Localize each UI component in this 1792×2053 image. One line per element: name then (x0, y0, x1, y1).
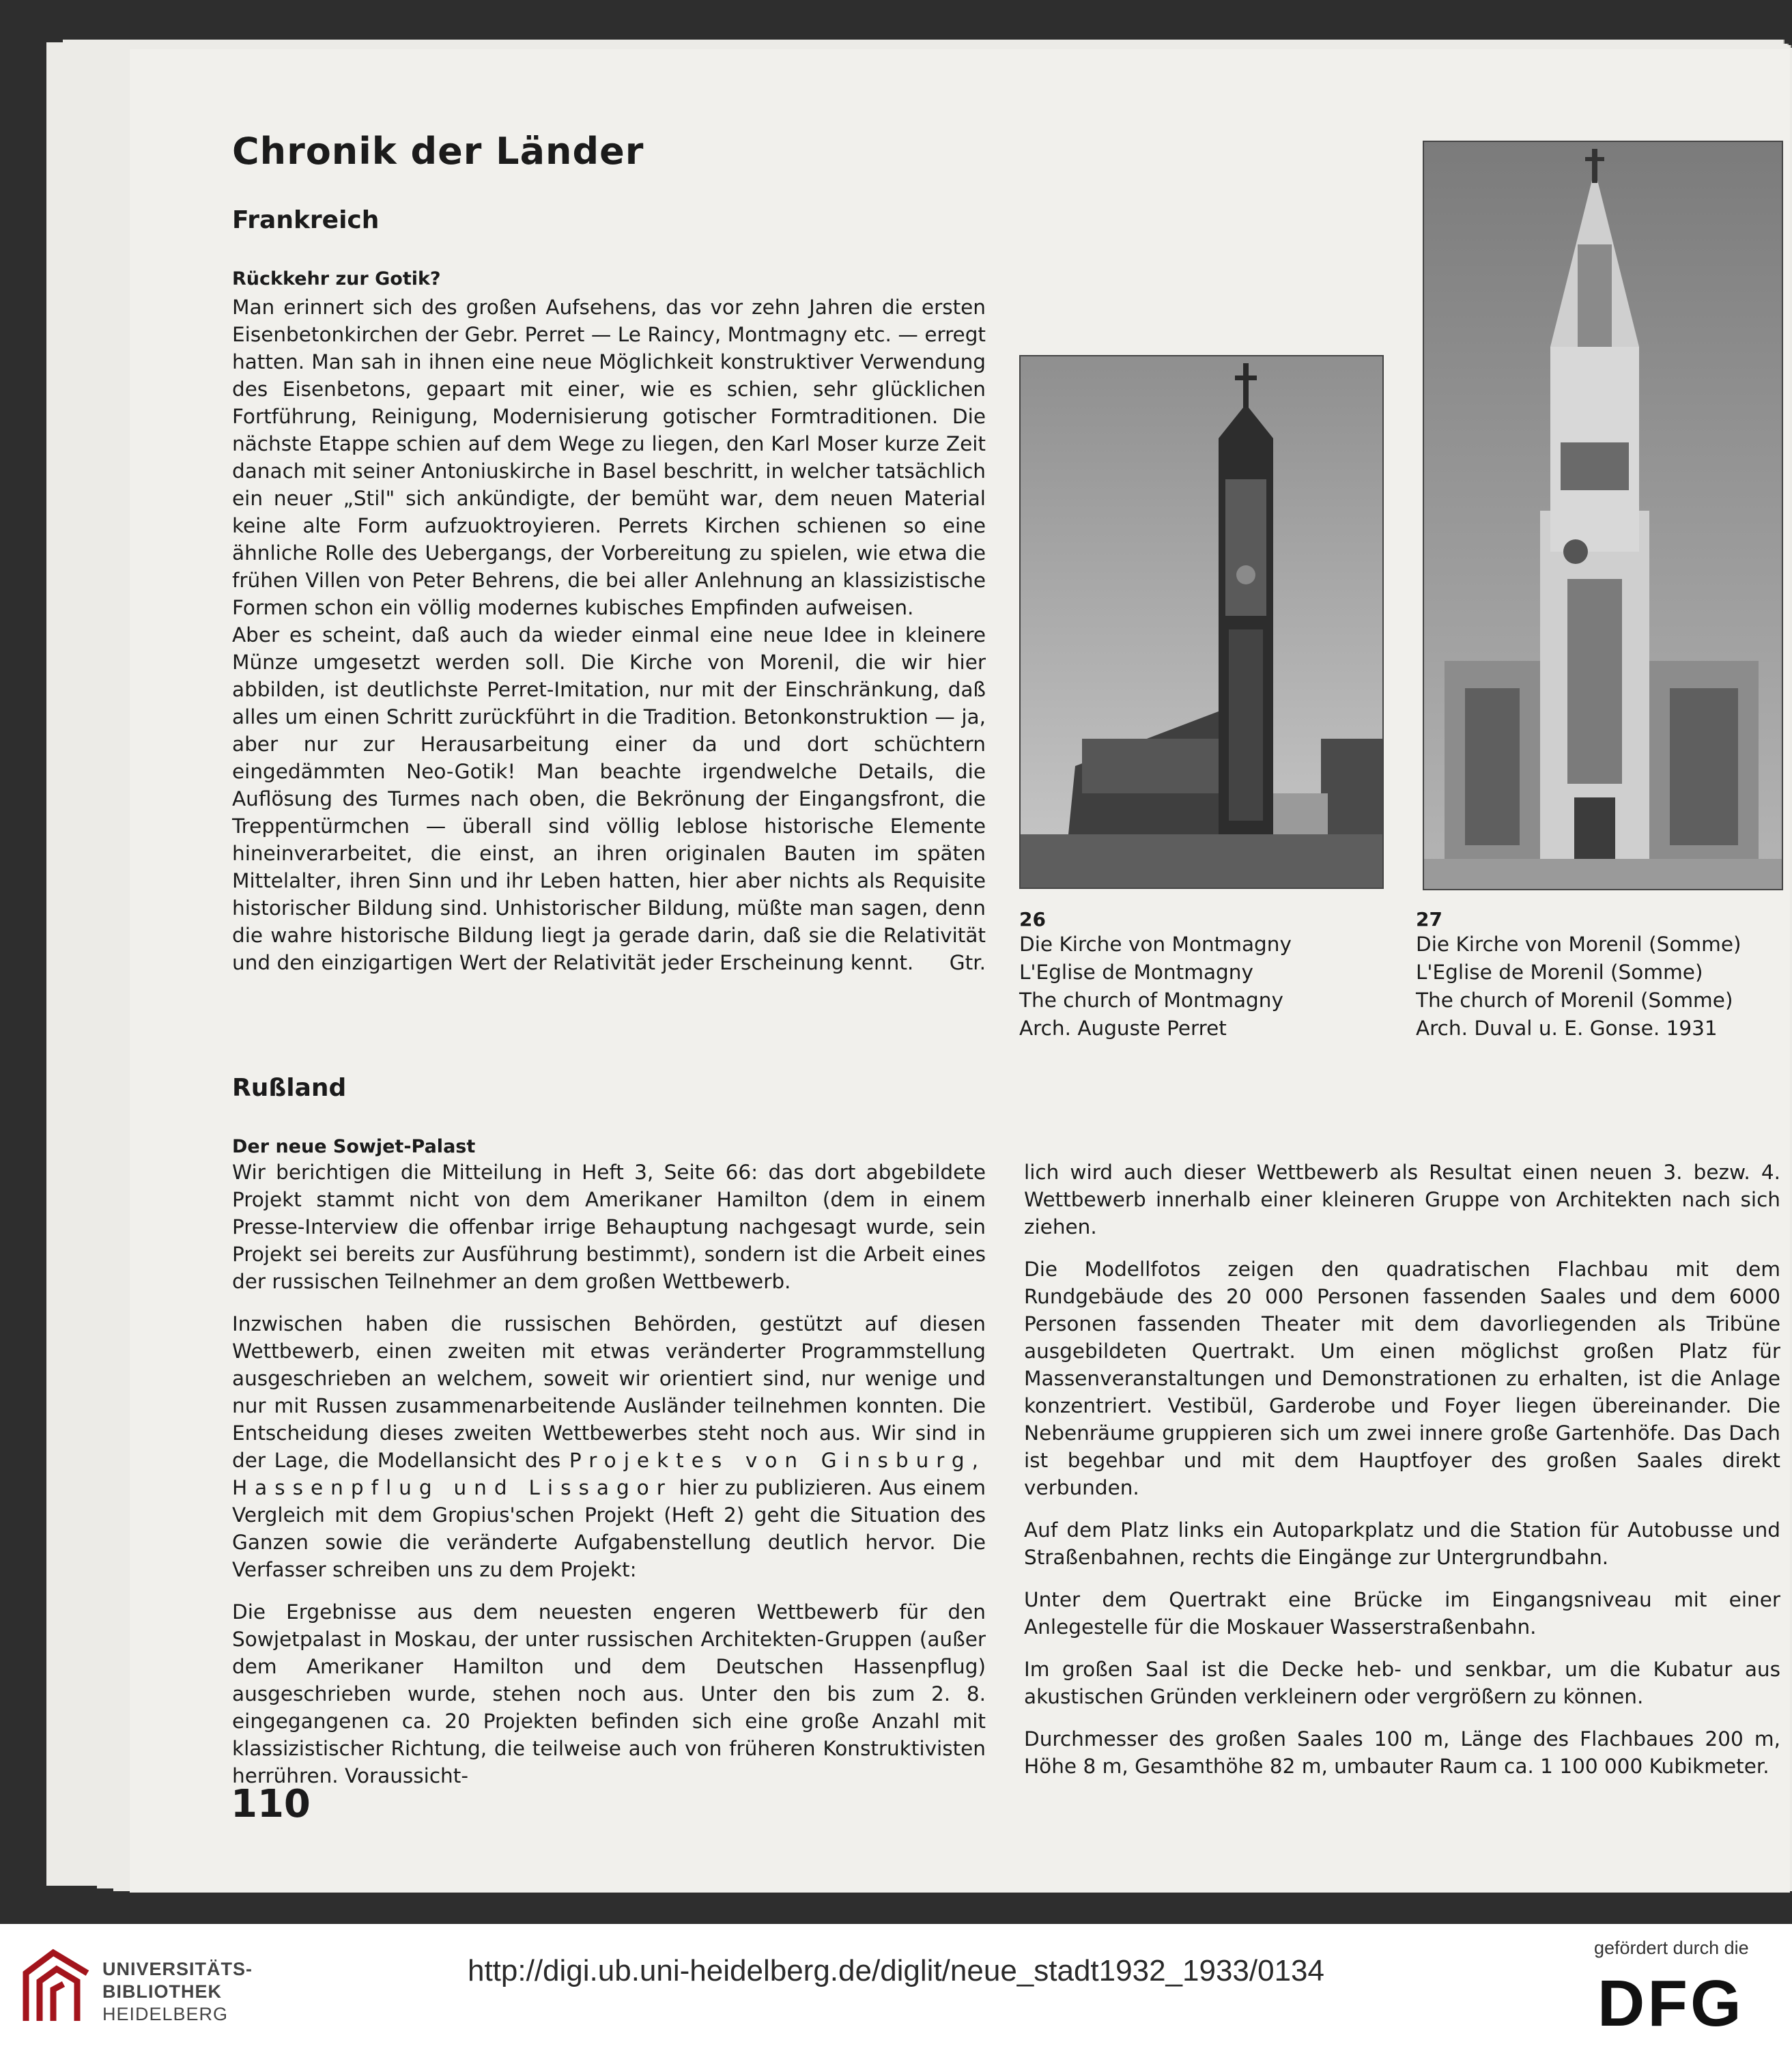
section-heading-russia: Rußland (232, 1074, 347, 1102)
funded-by-text: gefördert durch die (1594, 1938, 1749, 1958)
page-title: Chronik der Länder (232, 130, 644, 173)
paragraph: Auf dem Platz links ein Autoparkplatz und die Station für Autobusse und Straßenbahnen, rechts die Eingänge zur Untergrundbahn. (1024, 1518, 1780, 1569)
paragraph (232, 621, 986, 976)
paragraph: Im großen Saal ist die Decke heb- und senkbar, um die Kubatur aus akustischen Gründen verkleinern oder vergrößern zu können. (1024, 1658, 1780, 1708)
paragraph (232, 1310, 986, 1583)
library-name-line: UNIVERSITÄTS- (102, 1959, 253, 1979)
viewer-footer (0, 1924, 1792, 2053)
figure-caption-27 (1416, 908, 1741, 1043)
caption-line: Arch. Auguste Perret (1019, 1017, 1227, 1040)
permalink-url[interactable]: http://digi.ub.uni-heidelberg.de/diglit/neue_stadt1932_1933/0134 (467, 1954, 1324, 1987)
caption-line: Die Kirche von Montmagny (1019, 933, 1292, 956)
figure-number: 27 (1416, 908, 1442, 931)
caption-line: L'Eglise de Morenil (Somme) (1416, 961, 1703, 984)
paragraph-text: hier zu publizieren. Aus einem Vergleich mit dem Gropius'schen Projekt (Heft 2) geht die Situation des Ganzen sowie die veränderte Aufgabenstellung deutlich hervor. Die Verfasser schreiben uns zu dem Projekt: (232, 1476, 986, 1581)
spaced-project-name: Projektes von Ginsburg, Hassenpflug und Lissagor (232, 1449, 986, 1499)
paragraph: Die Ergebnisse aus dem neuesten engeren Wettbewerb für den Sowjetpalast in Moskau, der unter russischen Architekten-Gruppen (außer dem Amerikaner Hamilton und dem Deutschen Hassenpflug) ausgeschrieben wurde, stehen noch aus. Unter den bis zum 2. 8. eingegangenen ca. 20 Projekten befinden sich eine große Anzahl mit klassizistischer Richtung, die teilweise auch von früheren Konstruktivisten herrühren. Voraussicht- (232, 1600, 986, 1787)
caption-line: The church of Montmagny (1019, 989, 1283, 1012)
caption-line: The church of Morenil (Somme) (1416, 989, 1733, 1012)
page-number: 110 (231, 1782, 311, 1826)
article-russia-right (1024, 1159, 1780, 1795)
paragraph-text: Aber es scheint, daß auch da wieder einmal eine neue Idee in kleinere Münze umgesetzt werden soll. Die Kirche von Morenil, die wir hier abbilden, ist deutlichste Perret-Imitation, nur mit der Einschränkung, daß alles um einen Schritt zurückführt in die Tradition. Betonkonstruktion — ja, aber nur zur Herausarbeitung einer da und dort schüchtern eingedämmten Neo-Gotik! Man beachte irgendwelche Details, die Auflösung des Turmes nach oben, die Bekrönung der Eingangsfront, die Treppentürmchen — überall sind völlig leblose historische Elemente hineinverarbeitet, die einst, an ihren originalen Bauten im späten Mittelalter, ihren Sinn und ihr Leben hatten, hier aber nichts als Requisite historischer Bildung sind. Unhistorischer Bildung, müßte man sagen, denn die wahre historische Bildung liegt ja gerade darin, daß sie die Relativität und den einzigartigen Wert der Relativität jeder Erscheinung kennt. (232, 623, 986, 974)
paragraph: Wir berichtigen die Mitteilung in Heft 3, Seite 66: das dort abgebildete Projekt stammt nicht von dem Amerikaner Hamilton (dem in einem Presse-Interview die offenbar irrige Behauptung nachgesagt wurde, sein Projekt sei bereits zur Ausführung bestimmt), sondern ist die Arbeit eines der russischen Teilnehmer an dem großen Wettbewerb. (232, 1161, 986, 1293)
article-russia-left (232, 1159, 986, 1804)
photo-church-montmagny-image (1021, 356, 1382, 888)
paragraph-text: Inzwischen haben die russischen Behörden, gestützt auf diesen Wettbewerb, einen zweiten mit etwas veränderter Programmstellung ausgeschrieben an welchem, soweit wir orientiert sind, nur wenige und nur mit Russen zusammenarbeitende Ausländer teilnehmen konnten. Die Entscheidung dieses zweiten Wettbewerbes steht noch aus. Wir sind in der Lage, die Modellansicht des (232, 1312, 986, 1472)
caption-line: Arch. Duval u. E. Gonse. 1931 (1416, 1017, 1718, 1040)
article-france (232, 294, 986, 976)
photo-church-montmagny (1019, 355, 1384, 889)
paragraph: Die Modellfotos zeigen den quadratischen Flachbau mit dem Rundgebäude des 20 000 Personen fassenden Saales und dem 6000 Personen fassenden Theater mit dem davorliegenden als Tribüne ausgebildeten Quertrakt. Um einen möglichst großen Platz für Massenveranstaltungen und Demonstrationen zu erhalten, ist die Anlage konzentriert. Vestibül, Garderobe und Foyer liegen übereinander. Die Nebenräume gruppieren sich um zwei innere große Gartenhöfe. Das Dach ist begehbar und mit dem Hauptfoyer des großen Saales direkt verbunden. (1024, 1258, 1780, 1499)
caption-line: Die Kirche von Morenil (Somme) (1416, 933, 1741, 956)
subheading-russia: Der neue Sowjet-Palast (232, 1136, 476, 1157)
subheading-france: Rückkehr zur Gotik? (232, 268, 441, 289)
caption-line: L'Eglise de Montmagny (1019, 961, 1253, 984)
paragraph: Man erinnert sich des großen Aufsehens, das vor zehn Jahren die ersten Eisenbetonkirchen der Gebr. Perret — Le Raincy, Montmagny etc. — erregt hatten. Man sah in ihnen eine neue Möglichkeit konstruktiver Verwendung des Eisenbetons, gepaart mit einer, wie es schien, sehr glücklichen Fortführung, Reinigung, Modernisierung gotischer Formtraditionen. Die nächste Etappe schien auf dem Wege zu liegen, den Karl Moser kurze Zeit danach mit seiner Antoniuskirche in Basel beschritt, in welcher tatsächlich ein neuer „Stil" sich ankündigte, der bemüht war, dem neuen Material keine alte Form aufzuoktroyieren. Perrets Kirchen schienen so eine ähnliche Rolle des Uebergangs, der Vorbereitung zu spielen, wie etwa die frühen Villen von Peter Behrens, die bei aller Anlehnung an klassizistische Formen schon ein völlig modernes kubisches Empfinden aufweisen. (232, 296, 986, 619)
paragraph: lich wird auch dieser Wettbewerb als Resultat einen neuen 3. bezw. 4. Wettbewerb innerhalb einer kleineren Gruppe von Architekten nach sich ziehen. (1024, 1161, 1780, 1238)
photo-church-morenil (1423, 141, 1783, 890)
dfg-logo: DFG (1597, 1967, 1744, 2040)
library-name-line: BIBLIOTHEK (102, 1981, 222, 2002)
photo-church-morenil-image (1424, 142, 1782, 889)
paragraph: Unter dem Quertrakt eine Brücke im Eingangsniveau mit einer Anlegestelle für die Moskauer Wasserstraßenbahn. (1024, 1588, 1780, 1639)
library-name-line: HEIDELBERG (102, 2004, 229, 2024)
section-heading-france: Frankreich (232, 206, 380, 234)
paragraph: Durchmesser des großen Saales 100 m, Länge des Flachbaues 200 m, Höhe 8 m, Gesamthöhe 82 m, umbauter Raum ca. 1 100 000 Kubikmeter. (1024, 1727, 1780, 1778)
author-signature: Gtr. (949, 951, 986, 974)
figure-number: 26 (1019, 908, 1046, 931)
figure-caption-26 (1019, 908, 1292, 1043)
